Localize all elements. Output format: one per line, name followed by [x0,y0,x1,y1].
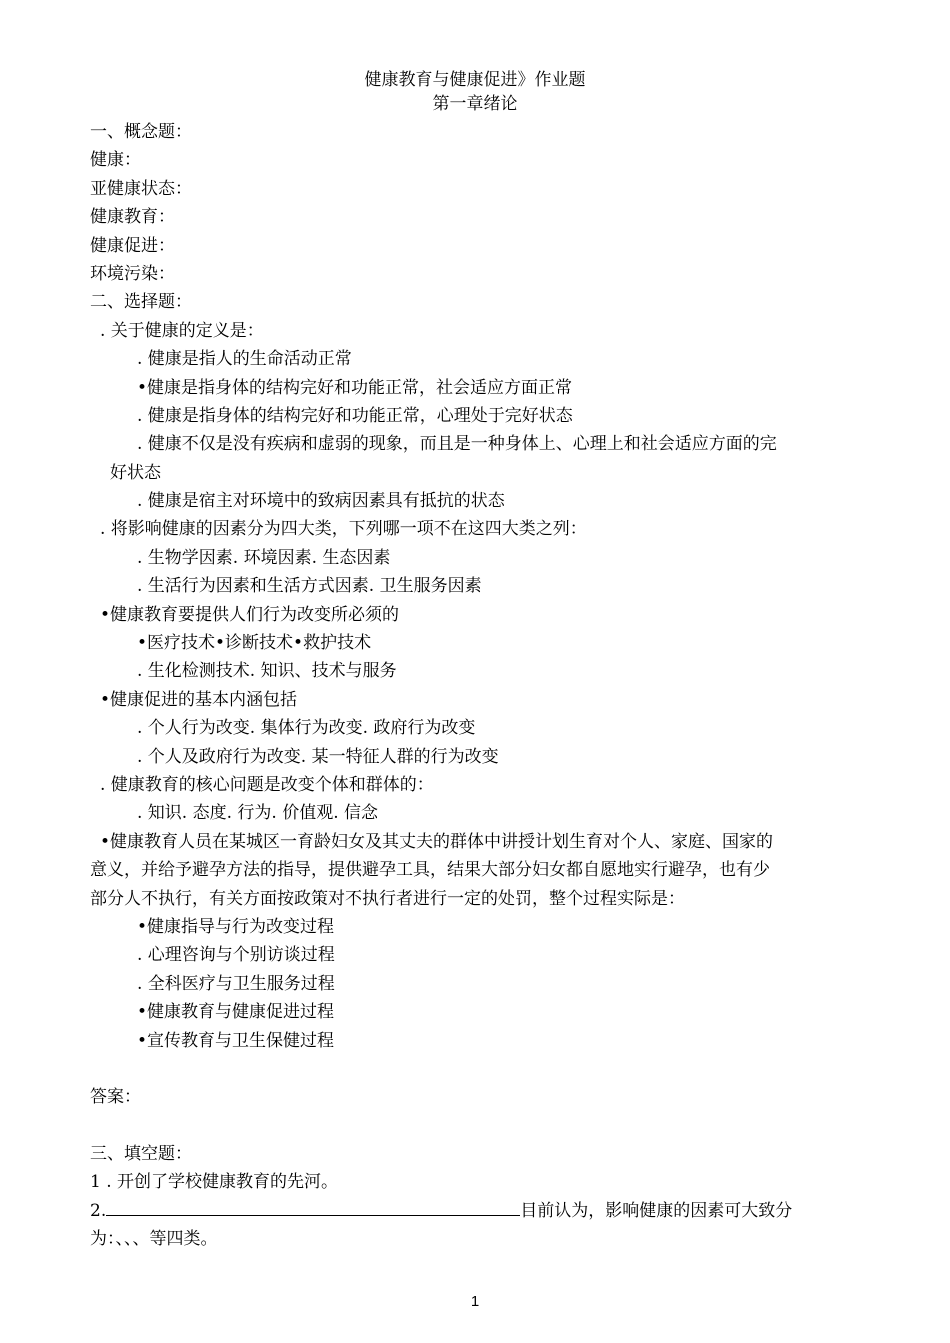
option: . 健康不仅是没有疾病和虚弱的现象，而且是一种身体上、心理上和社会适应方面的完 [137,434,777,455]
section-heading-concepts: 一、概念题： [90,122,192,142]
fill-question: 1 . 开创了学校健康教育的先河。 [90,1172,339,1193]
concept-item: 健康教育： [90,207,175,228]
fill-blank-line [106,1197,520,1216]
spacer [90,1112,880,1140]
answer-label: 答案： [90,1087,141,1108]
question-stem: •健康促进的基本内涵包括 [100,689,298,710]
concept-item: 健康促进： [90,235,175,256]
question-stem-line: 部分人不执行，有关方面按政策对不执行者进行一定的处罚，整个过程实际是： [90,888,685,909]
chapter-title: 第一章绪论 [432,94,518,114]
question-stem: . 将影响健康的因素分为四大类，下列哪一项不在这四大类之列： [100,519,587,540]
question-stem: •健康教育要提供人们行为改变所必须的 [100,604,400,625]
question-stem-line: •健康教育人员在某城区一育龄妇女及其丈夫的群体中讲授计划生育对个人、家庭、国家的 [100,831,774,852]
spacer [90,1055,880,1083]
option: . 健康是指人的生命活动正常 [137,349,352,370]
option-continuation: 好状态 [110,462,161,483]
question-stem: . 健康教育的核心问题是改变个体和群体的： [100,774,434,795]
fill-question-number: 2. [90,1200,107,1221]
option: . 全科医疗与卫生服务过程 [137,973,335,994]
concept-item: 环境污染： [90,263,175,284]
option: . 健康是指身体的结构完好和功能正常，心理处于完好状态 [137,405,573,426]
option: . 个人及政府行为改变. 某一特征人群的行为改变 [137,746,499,767]
concept-item: 亚健康状态： [90,178,192,199]
fill-question-text: 目前认为，影响健康的因素可大致分 [520,1200,793,1221]
option: •医疗技术•诊断技术•救护技术 [137,633,372,654]
page-number: 1 [470,1293,480,1310]
title-block [0,68,950,116]
option: . 知识. 态度. 行为. 价值观. 信念 [137,803,379,824]
option: . 生化检测技术. 知识、技术与服务 [137,661,397,682]
section-heading-fill: 三、填空题： [90,1144,192,1165]
document-title: 健康教育与健康促进》作业题 [364,70,586,90]
option: •健康教育与健康促进过程 [137,1002,335,1023]
question-stem-line: 意义，并给予避孕方法的指导，提供避孕工具，结果大部分妇女都自愿地实行避孕，也有少 [90,860,770,881]
option: •健康指导与行为改变过程 [137,916,335,937]
concept-item: 健康： [90,150,141,171]
option: •宣传教育与卫生保健过程 [137,1030,335,1051]
fill-question [90,1197,880,1225]
option: •健康是指身体的结构完好和功能正常，社会适应方面正常 [137,377,573,398]
option: . 心理咨询与个别访谈过程 [137,945,335,966]
option: . 个人行为改变. 集体行为改变. 政府行为改变 [137,718,476,739]
option: . 健康是宿主对环境中的致病因素具有抵抗的状态 [137,491,505,512]
question-stem: . 关于健康的定义是： [100,320,264,341]
section-heading-choice: 二、选择题： [90,292,192,313]
option: . 生物学因素. 环境因素. 生态因素 [137,547,391,568]
option: . 生活行为因素和生活方式因素. 卫生服务因素 [137,576,482,597]
fill-question-continuation: 为：、、、等四类。 [90,1229,218,1250]
document-body [90,118,880,1254]
